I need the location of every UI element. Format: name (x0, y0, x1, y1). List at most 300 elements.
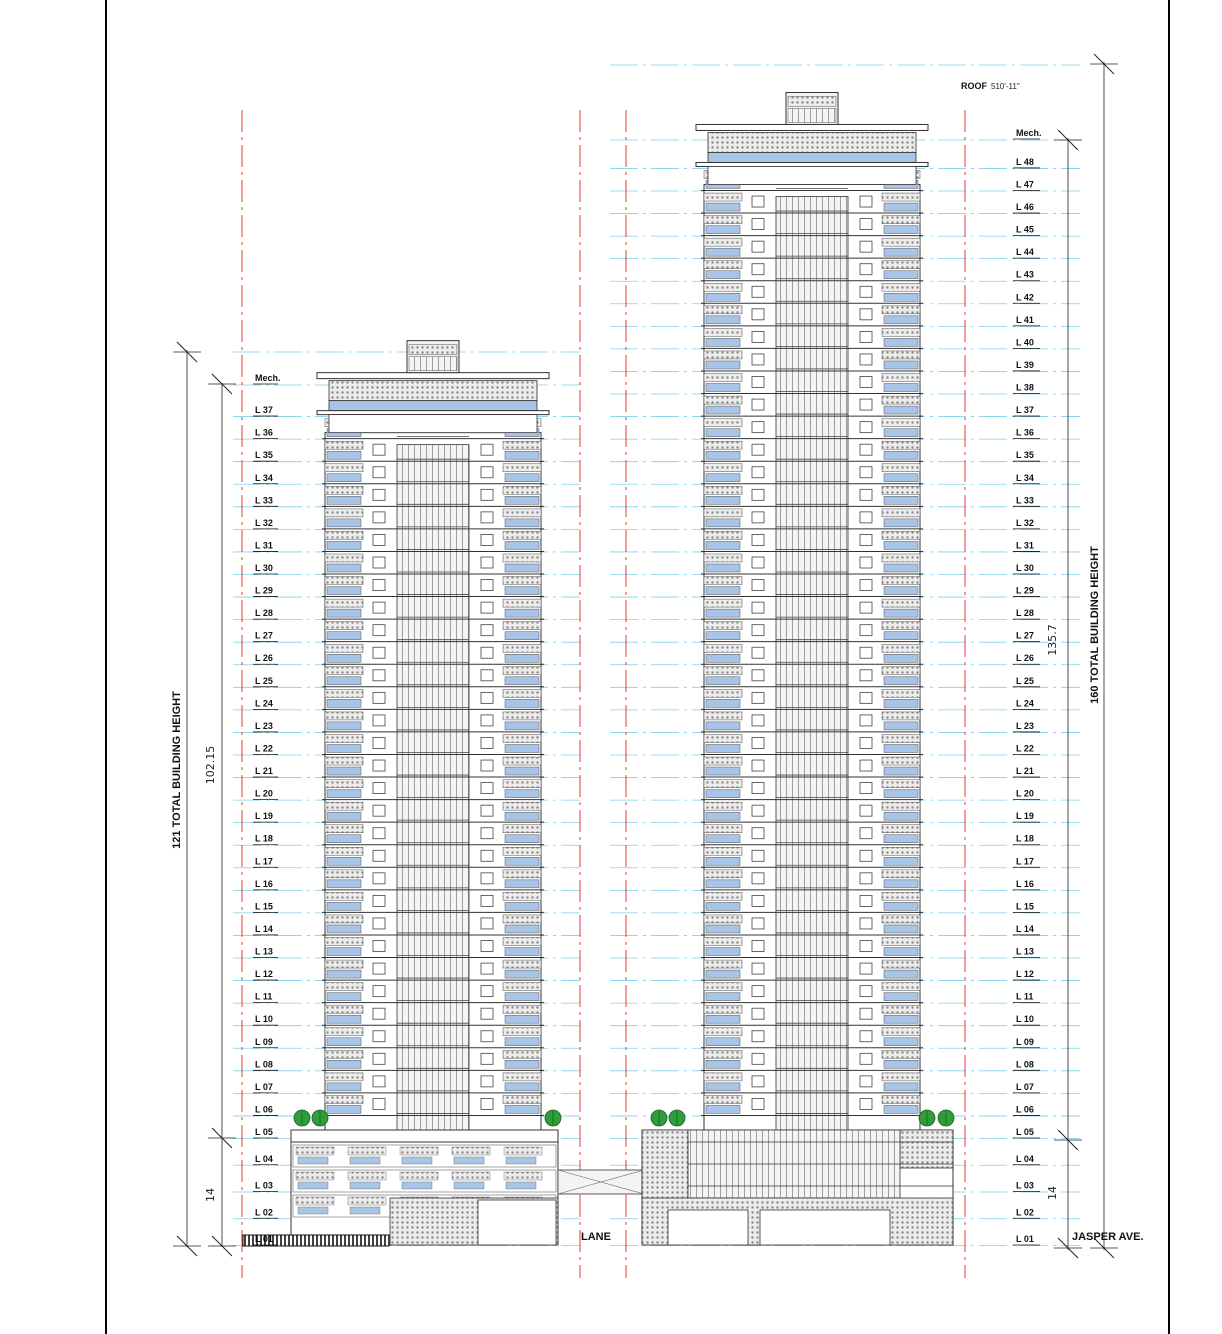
right-balcony-glass (884, 429, 918, 437)
right-window (752, 467, 764, 478)
right-balcony-glass (706, 293, 740, 301)
right-level-label: L 08 (1016, 1059, 1034, 1070)
right-level-label: L 43 (1016, 269, 1034, 280)
left-tower (317, 341, 549, 1130)
left-window (481, 534, 493, 545)
left-window (481, 805, 493, 816)
left-balcony-glass (505, 925, 539, 933)
right-level-label: L 03 (1016, 1180, 1034, 1191)
left-balcony-glass (505, 632, 539, 640)
left-level-label: L 29 (255, 585, 273, 596)
left-window (481, 828, 493, 839)
right-balcony-glass (884, 835, 918, 843)
right-level-label: L 44 (1016, 247, 1034, 258)
podiums (243, 1110, 954, 1246)
right-balcony-glass (884, 519, 918, 527)
right-balcony-upper (882, 622, 920, 630)
right-level-label: L 34 (1016, 472, 1034, 483)
right-balcony-glass (884, 699, 918, 707)
left-balcony-upper (325, 486, 363, 494)
right-balcony-glass (706, 857, 740, 865)
right-balcony-glass (706, 519, 740, 527)
left-window (481, 557, 493, 568)
left-balcony-upper (325, 712, 363, 720)
right-balcony-upper (704, 1073, 742, 1081)
right-level-label: L 33 (1016, 495, 1034, 506)
right-window (752, 850, 764, 861)
right-balcony-upper (882, 238, 920, 246)
left-window (373, 805, 385, 816)
right-balcony-upper (704, 374, 742, 382)
left-balcony-upper (325, 1095, 363, 1103)
right-window (752, 377, 764, 388)
right-balcony-upper (704, 351, 742, 359)
right-balcony-glass (706, 541, 740, 549)
right-window (860, 557, 872, 568)
left-balcony-glass (327, 677, 361, 685)
right-window (860, 1008, 872, 1019)
left-balcony-upper (503, 1028, 541, 1036)
left-balcony-upper (503, 734, 541, 742)
left-balcony-glass (505, 564, 539, 572)
left-window (373, 828, 385, 839)
right-crown-cap (696, 124, 928, 130)
right-balcony-glass (884, 384, 918, 392)
left-balcony-glass (505, 609, 539, 617)
right-level-label: L 41 (1016, 314, 1034, 325)
right-balcony-glass (706, 1015, 740, 1023)
right-balcony-glass (884, 677, 918, 685)
right-total-height-label: 160 TOTAL BUILDING HEIGHT (1089, 546, 1101, 704)
left-podium-glass (506, 1182, 536, 1189)
right-window (752, 422, 764, 433)
right-window (860, 354, 872, 365)
left-window (481, 1053, 493, 1064)
right-balcony-glass (884, 812, 918, 820)
left-level-label: L 37 (255, 405, 273, 416)
left-level-label: L 28 (255, 608, 273, 619)
left-balcony-glass (505, 902, 539, 910)
right-balcony-upper (704, 689, 742, 697)
left-balcony-upper (503, 712, 541, 720)
left-window (373, 512, 385, 523)
right-balcony-upper (704, 193, 742, 201)
left-balcony-upper (503, 667, 541, 675)
street-label: JASPER AVE. (1072, 1231, 1144, 1243)
right-balcony-glass (706, 587, 740, 595)
left-level-label: L 16 (255, 878, 273, 889)
left-level-label: L 07 (255, 1081, 273, 1092)
right-balcony-upper (882, 374, 920, 382)
left-crown-base (329, 415, 537, 433)
left-level-label: L 23 (255, 720, 273, 731)
left-level-label: L 31 (255, 540, 273, 551)
left-balcony-glass (327, 857, 361, 865)
right-balcony-upper (704, 464, 742, 472)
left-balcony-glass (505, 993, 539, 1001)
left-balcony-glass (505, 948, 539, 956)
right-balcony-upper (882, 599, 920, 607)
left-balcony-upper (503, 531, 541, 539)
right-window (860, 918, 872, 929)
left-balcony-glass (327, 744, 361, 752)
left-window (373, 580, 385, 591)
right-level-label: L 04 (1016, 1153, 1034, 1164)
left-balcony-glass (327, 496, 361, 504)
left-balcony-glass (505, 722, 539, 730)
right-window (752, 986, 764, 997)
left-balcony-upper (325, 599, 363, 607)
right-window (860, 309, 872, 320)
left-podium-storefront (478, 1200, 556, 1245)
right-mech-screen (788, 96, 836, 106)
left-balcony-upper (325, 667, 363, 675)
left-balcony-upper (325, 757, 363, 765)
right-level-label: L 35 (1016, 450, 1034, 461)
right-balcony-glass (706, 1060, 740, 1068)
right-balcony-glass (706, 744, 740, 752)
right-balcony-upper (882, 1028, 920, 1036)
left-balcony-glass (327, 993, 361, 1001)
left-podium-glass (350, 1157, 380, 1164)
right-balcony-glass (706, 564, 740, 572)
right-balcony-glass (884, 338, 918, 346)
left-podium-glass (298, 1207, 328, 1214)
right-balcony-upper (704, 960, 742, 968)
left-podium-screen (296, 1147, 334, 1155)
right-balcony-upper (882, 734, 920, 742)
left-window (373, 986, 385, 997)
left-podium-glass (298, 1182, 328, 1189)
right-balcony-glass (706, 361, 740, 369)
left-total-height-label: 121 TOTAL BUILDING HEIGHT (171, 691, 183, 849)
left-podium-screen (348, 1197, 386, 1205)
right-balcony-upper (882, 802, 920, 810)
right-level-label: L 32 (1016, 517, 1034, 528)
right-balcony-glass (884, 1038, 918, 1046)
left-window (373, 444, 385, 455)
right-balcony-upper (882, 915, 920, 923)
right-level-label: L 11 (1016, 991, 1034, 1002)
right-balcony-upper (704, 1050, 742, 1058)
left-window (373, 534, 385, 545)
left-level-label: L 14 (255, 923, 273, 934)
left-podium-glass (298, 1157, 328, 1164)
right-balcony-upper (704, 712, 742, 720)
right-balcony-upper (882, 441, 920, 449)
right-balcony-upper (704, 938, 742, 946)
right-balcony-glass (884, 948, 918, 956)
right-balcony-upper (704, 441, 742, 449)
left-window (373, 602, 385, 613)
left-balcony-glass (505, 541, 539, 549)
right-balcony-glass (884, 1083, 918, 1091)
right-balcony-upper (882, 577, 920, 585)
left-balcony-upper (503, 441, 541, 449)
left-podium-screen (348, 1147, 386, 1155)
right-level-label: L 23 (1016, 720, 1034, 731)
right-window (860, 331, 872, 342)
dimension-lines (173, 54, 1118, 1258)
right-balcony-glass (884, 1060, 918, 1068)
left-balcony-upper (325, 802, 363, 810)
left-balcony-upper (325, 531, 363, 539)
left-balcony-upper (503, 870, 541, 878)
right-tower-level-labels (1013, 128, 1042, 1245)
left-balcony-glass (505, 857, 539, 865)
right-window (752, 737, 764, 748)
left-balcony-upper (325, 780, 363, 788)
right-level-label: L 20 (1016, 788, 1034, 799)
right-balcony-upper (882, 667, 920, 675)
right-window (752, 647, 764, 658)
right-level-label: L 13 (1016, 946, 1034, 957)
right-balcony-upper (704, 870, 742, 878)
left-balcony-glass (505, 767, 539, 775)
right-crown-glass (708, 152, 916, 162)
right-window (860, 1098, 872, 1109)
right-window (860, 264, 872, 275)
right-balcony-glass (706, 767, 740, 775)
right-balcony-glass (706, 384, 740, 392)
right-level-label: L 31 (1016, 540, 1034, 551)
right-window (752, 309, 764, 320)
right-balcony-glass (884, 451, 918, 459)
left-balcony-upper (325, 577, 363, 585)
right-balcony-upper (704, 983, 742, 991)
left-balcony-upper (503, 938, 541, 946)
right-balcony-glass (884, 406, 918, 414)
left-window (481, 918, 493, 929)
right-window (860, 760, 872, 771)
left-balcony-upper (325, 1005, 363, 1013)
left-window (481, 489, 493, 500)
right-balcony-upper (704, 509, 742, 517)
left-level-label: L 13 (255, 946, 273, 957)
left-level-label: L 36 (255, 427, 273, 438)
right-balcony-glass (884, 609, 918, 617)
left-balcony-upper (503, 464, 541, 472)
left-balcony-glass (327, 835, 361, 843)
right-window (752, 489, 764, 500)
right-window (860, 399, 872, 410)
left-balcony-glass (327, 1015, 361, 1023)
left-window (373, 941, 385, 952)
right-balcony-glass (884, 993, 918, 1001)
left-window (481, 1031, 493, 1042)
right-level-label: L 47 (1016, 179, 1034, 190)
left-balcony-upper (503, 599, 541, 607)
left-window (373, 760, 385, 771)
left-crown-glass (329, 401, 537, 411)
right-podium-right-block (900, 1130, 953, 1168)
right-level-label: L 38 (1016, 382, 1034, 393)
left-window (481, 670, 493, 681)
left-balcony-upper (325, 1028, 363, 1036)
left-balcony-upper (325, 644, 363, 652)
right-balcony-upper (882, 847, 920, 855)
right-balcony-glass (706, 925, 740, 933)
left-balcony-glass (505, 496, 539, 504)
left-level-label: L 01 (255, 1234, 273, 1244)
left-balcony-upper (503, 1005, 541, 1013)
left-window (481, 941, 493, 952)
right-level-label: L 18 (1016, 833, 1034, 844)
left-balcony-upper (503, 622, 541, 630)
right-window (752, 715, 764, 726)
right-balcony-upper (704, 757, 742, 765)
left-level-label: L 21 (255, 766, 273, 777)
right-level-label: L 28 (1016, 608, 1034, 619)
left-balcony-glass (505, 587, 539, 595)
right-balcony-glass (884, 722, 918, 730)
right-balcony-upper (882, 396, 920, 404)
right-window (752, 580, 764, 591)
right-level-label: L 15 (1016, 901, 1034, 912)
left-podium-screen (504, 1172, 542, 1180)
left-balcony-upper (325, 734, 363, 742)
right-window (752, 1098, 764, 1109)
left-balcony-glass (327, 880, 361, 888)
right-balcony-glass (706, 451, 740, 459)
right-balcony-upper (882, 261, 920, 269)
right-window (752, 1053, 764, 1064)
left-balcony-glass (327, 1038, 361, 1046)
left-level-label: L 11 (255, 991, 273, 1002)
left-level-label: L 24 (255, 698, 273, 709)
right-window (752, 692, 764, 703)
right-balcony-upper (882, 1050, 920, 1058)
left-level-label: L 25 (255, 675, 273, 686)
right-balcony-upper (704, 915, 742, 923)
right-window (860, 196, 872, 207)
right-balcony-upper (704, 1028, 742, 1036)
right-window (860, 512, 872, 523)
left-balcony-upper (503, 802, 541, 810)
right-level-label: L 06 (1016, 1104, 1034, 1115)
left-window (373, 1053, 385, 1064)
right-podium-height: 14 (1046, 1186, 1059, 1200)
left-balcony-upper (503, 644, 541, 652)
right-balcony-upper (704, 419, 742, 427)
left-balcony-upper (325, 441, 363, 449)
right-mech-louver (788, 108, 836, 122)
left-balcony-upper (325, 983, 363, 991)
right-balcony-upper (882, 983, 920, 991)
right-balcony-upper (882, 351, 920, 359)
right-balcony-glass (884, 790, 918, 798)
left-balcony-glass (327, 767, 361, 775)
left-window (481, 986, 493, 997)
left-window (481, 625, 493, 636)
right-balcony-upper (704, 261, 742, 269)
right-balcony-upper (704, 1095, 742, 1103)
left-balcony-upper (503, 577, 541, 585)
right-window (752, 241, 764, 252)
right-balcony-glass (884, 226, 918, 234)
left-balcony-glass (327, 699, 361, 707)
left-balcony-upper (503, 780, 541, 788)
left-balcony-upper (503, 509, 541, 517)
left-level-label: L 20 (255, 788, 273, 799)
right-window (752, 805, 764, 816)
left-balcony-glass (505, 880, 539, 888)
right-window (860, 422, 872, 433)
right-balcony-upper (882, 509, 920, 517)
left-balcony-glass (505, 699, 539, 707)
right-level-label: L 24 (1016, 698, 1034, 709)
left-podium-glass (454, 1182, 484, 1189)
right-balcony-glass (706, 609, 740, 617)
right-window (752, 444, 764, 455)
right-window (860, 219, 872, 230)
right-balcony-glass (706, 496, 740, 504)
right-level-label: L 02 (1016, 1207, 1034, 1218)
left-window (481, 783, 493, 794)
left-window (481, 873, 493, 884)
right-level-label: L 16 (1016, 878, 1034, 889)
right-window (860, 1076, 872, 1087)
right-level-label: L 21 (1016, 766, 1034, 777)
right-level-label: L 10 (1016, 1014, 1034, 1025)
left-balcony-glass (327, 948, 361, 956)
right-balcony-glass (706, 632, 740, 640)
right-level-label: L 45 (1016, 224, 1034, 235)
left-tower-height: 102.15 (204, 745, 217, 785)
left-window (373, 647, 385, 658)
left-window (373, 625, 385, 636)
left-window (373, 692, 385, 703)
left-level-label: L 06 (255, 1104, 273, 1115)
left-balcony-glass (505, 812, 539, 820)
right-window (752, 399, 764, 410)
left-balcony-glass (505, 677, 539, 685)
right-window (860, 715, 872, 726)
right-level-label: L 36 (1016, 427, 1034, 438)
left-balcony-glass (505, 744, 539, 752)
right-balcony-glass (706, 338, 740, 346)
right-balcony-upper (882, 825, 920, 833)
left-balcony-upper (503, 892, 541, 900)
left-balcony-glass (505, 1083, 539, 1091)
left-window (373, 873, 385, 884)
left-balcony-glass (327, 970, 361, 978)
right-window (860, 444, 872, 455)
left-window (373, 489, 385, 500)
left-balcony-upper (325, 870, 363, 878)
right-balcony-upper (704, 554, 742, 562)
left-level-label: L 35 (255, 450, 273, 461)
right-window (752, 625, 764, 636)
right-balcony-upper (882, 419, 920, 427)
right-balcony-glass (884, 248, 918, 256)
left-podium-screen (296, 1172, 334, 1180)
left-podium-screen (452, 1172, 490, 1180)
left-tower-level-labels (253, 373, 281, 1245)
right-window (752, 1076, 764, 1087)
right-balcony-upper (704, 802, 742, 810)
left-balcony-upper (503, 1095, 541, 1103)
left-balcony-upper (503, 757, 541, 765)
left-balcony-upper (503, 983, 541, 991)
left-level-label: L 02 (255, 1207, 273, 1218)
right-balcony-upper (704, 1005, 742, 1013)
left-balcony-upper (325, 892, 363, 900)
right-window (752, 196, 764, 207)
right-balcony-glass (706, 406, 740, 414)
right-balcony-upper (704, 644, 742, 652)
right-level-label: L 17 (1016, 856, 1034, 867)
